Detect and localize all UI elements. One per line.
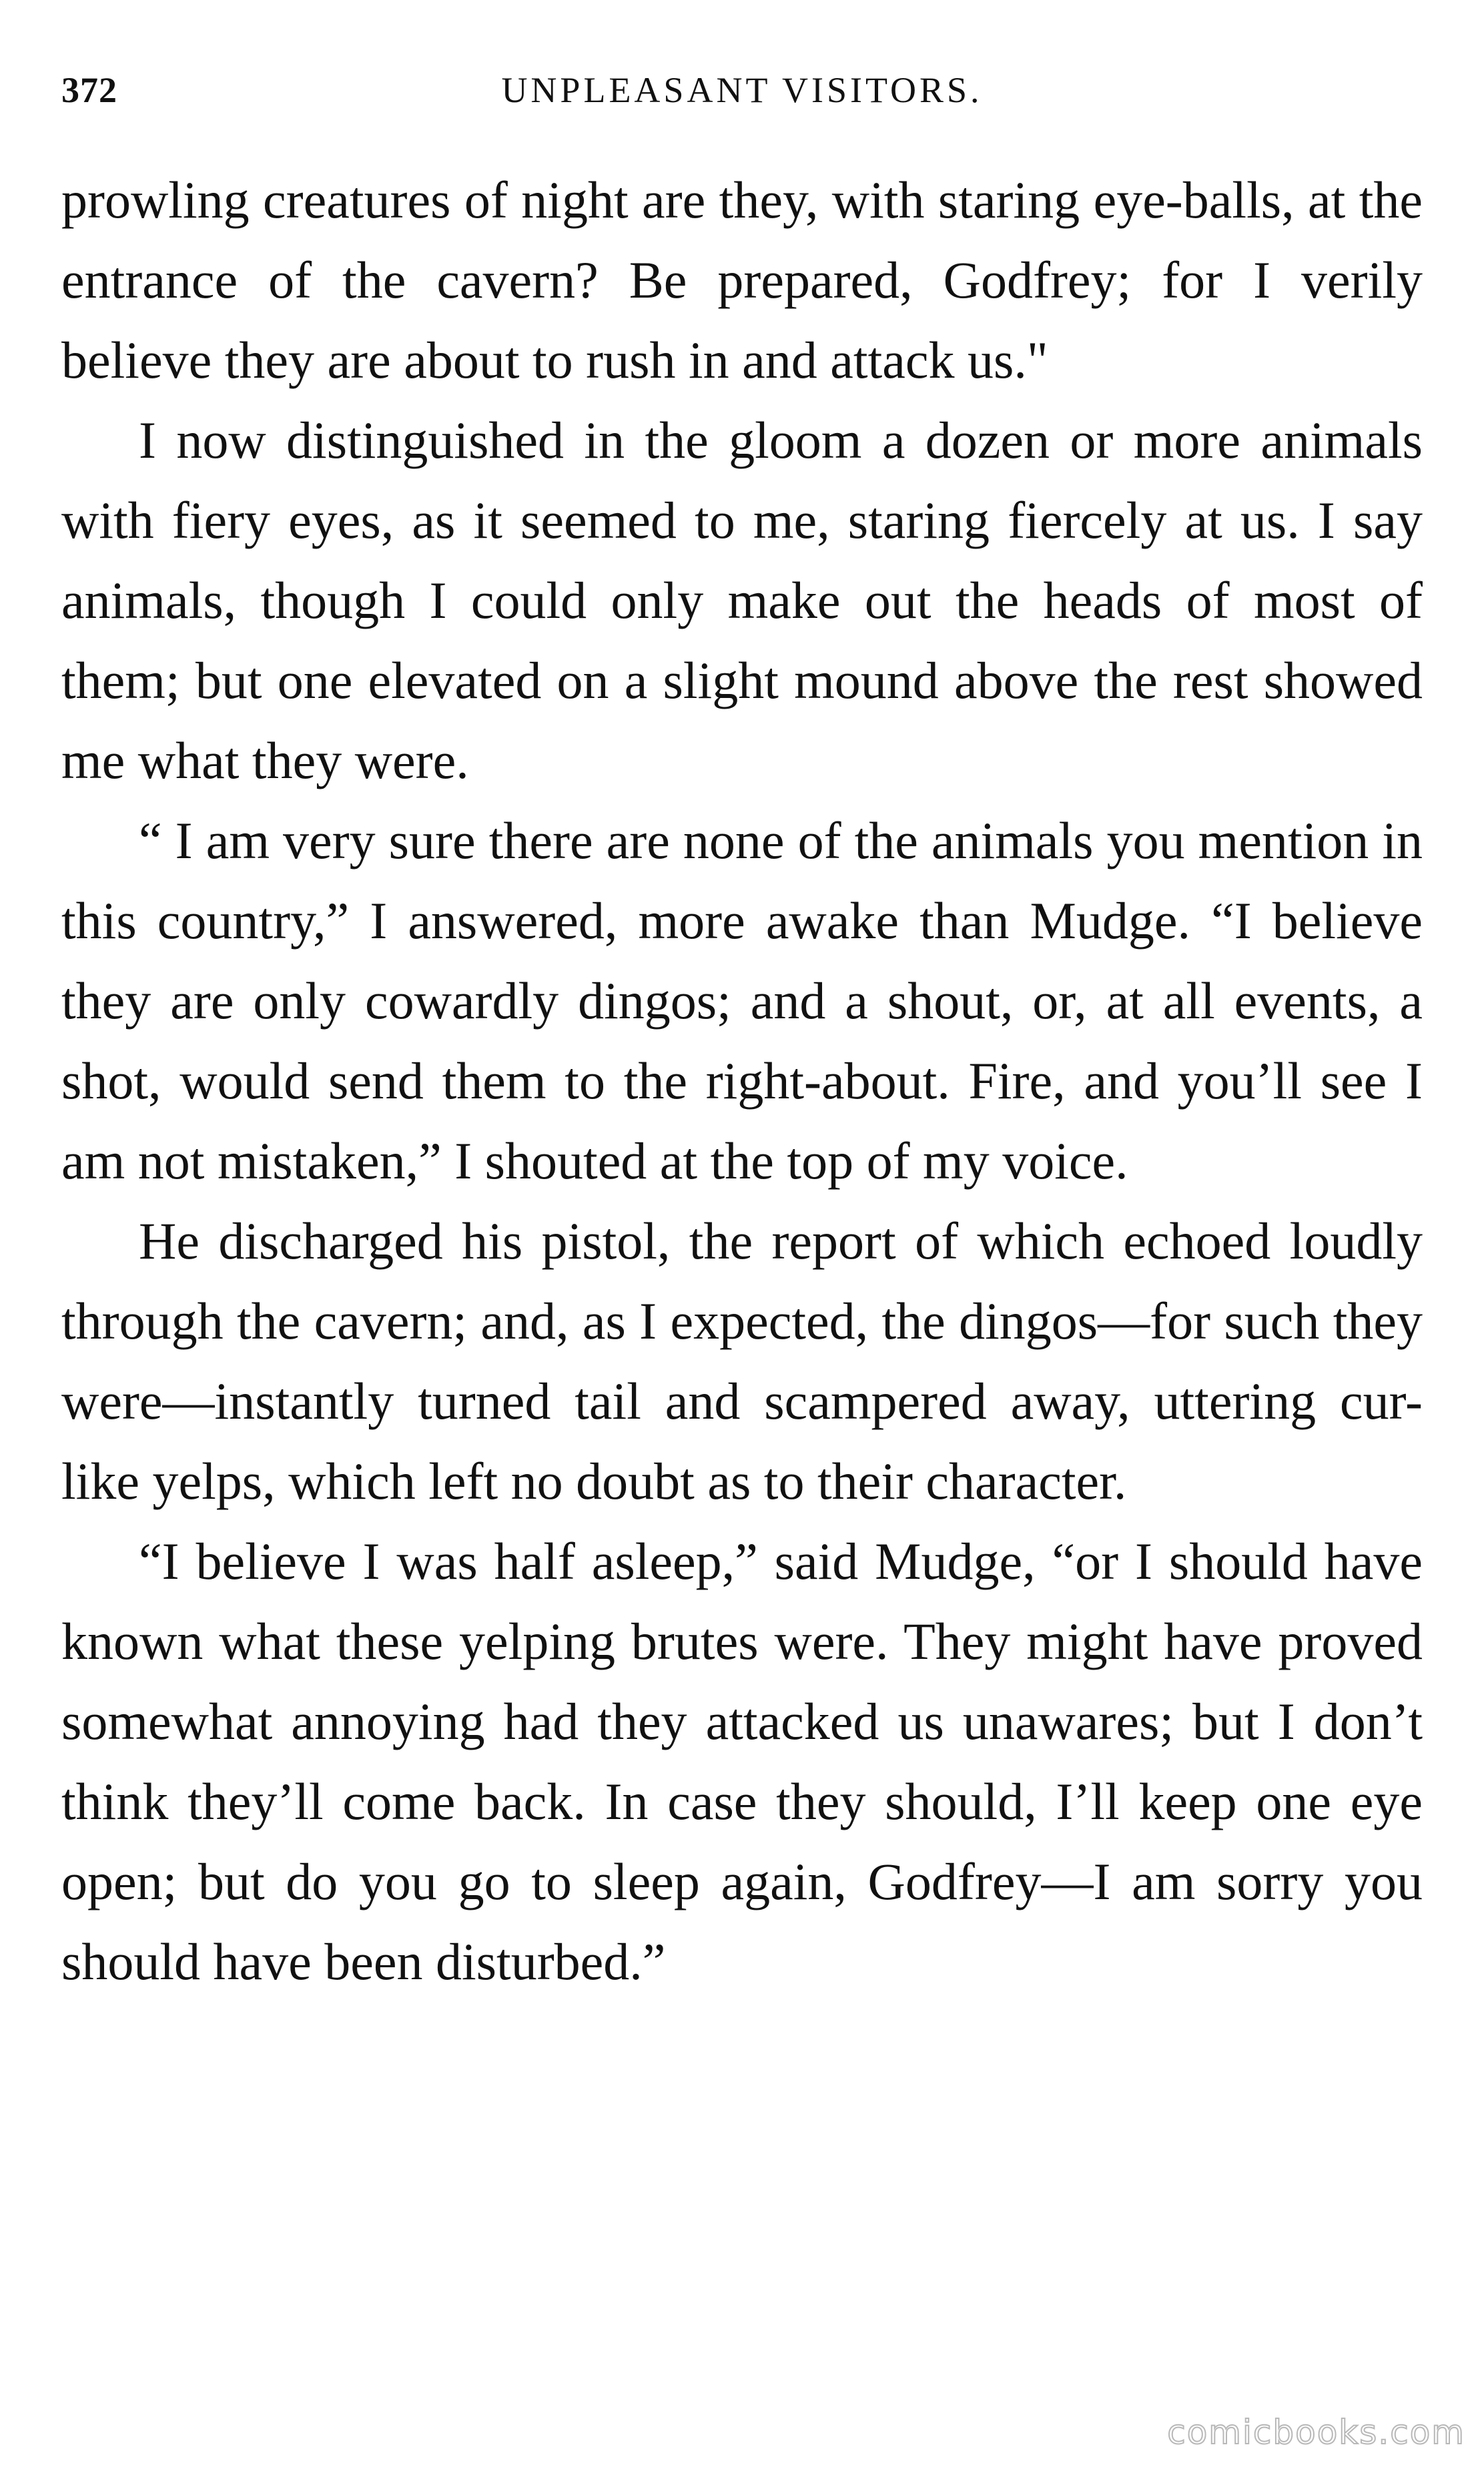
paragraph-continuation: prowling creatures of night are they, with staring eye-balls, at the entrance of the cavern? Be prepared, Godfrey; for I verily believe they are about to rush in and attack us." (61, 171, 1423, 389)
page-number: 372 (61, 70, 117, 110)
running-head (0, 60, 1484, 120)
paragraph-dingos-answer: “ I am very sure there are none of the animals you mention in this country,” I answered, more awake than Mudge. “I believe they are only cowardly dingos; and a shout, or, at all events, a shot, would send them to the right-about. Fire, and you’ll see I am not mistaken,” I shouted at the top of my voice. (61, 811, 1423, 1190)
site-watermark: comicbooks.com (1167, 2413, 1465, 2452)
paragraph-mudge-reply: “I believe I was half asleep,” said Mudge, “or I should have known what these yelping brutes were. They might have proved somewhat annoying had they attacked us unawares; but I don’t think they’ll come back. In case they should, I’ll keep one eye open; but do you go to sleep again, Godfrey—I am sorry you should have been disturbed.” (61, 1532, 1423, 1991)
body-text (61, 160, 1423, 2002)
page-header-title: UNPLEASANT VISITORS. (501, 70, 983, 110)
paragraph-pistol-shot: He discharged his pistol, the report of which echoed loudly through the cavern; and, as I expected, the dingos—for such they were—instantly turned tail and scampered away, uttering cur-like yelps, which left no doubt as to their character. (61, 1212, 1423, 1510)
paragraph-animals-description: I now distinguished in the gloom a dozen or more animals with fiery eyes, as it seemed to me, staring fiercely at us. I say animals, though I could only make out the heads of most of them; but one elevated on a slight mound above the rest showed me what they were. (61, 411, 1423, 789)
